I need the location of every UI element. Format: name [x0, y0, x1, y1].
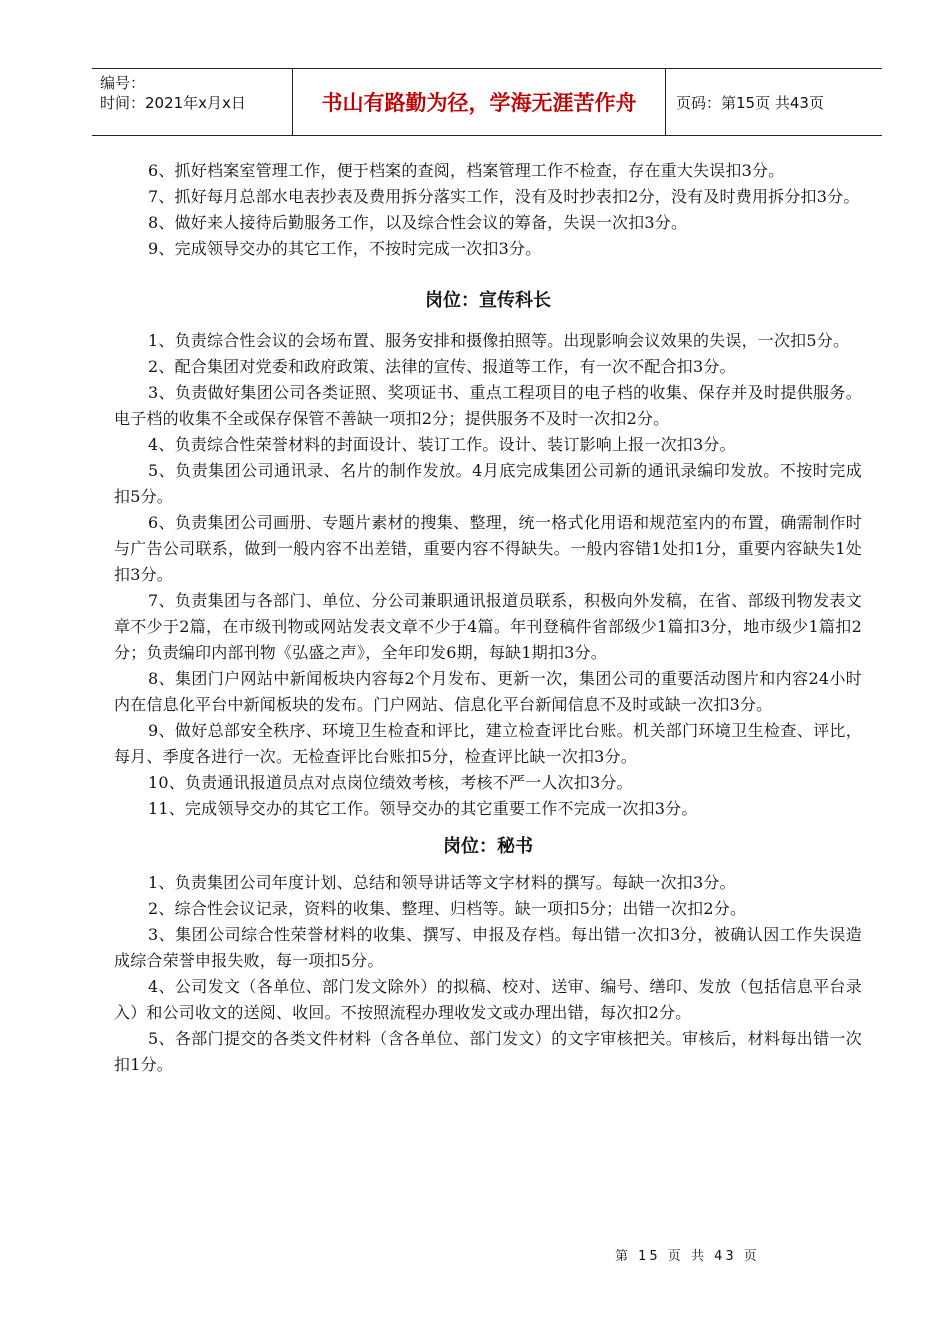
- list-item: 3、负责做好集团公司各类证照、奖项证书、重点工程项目的电子档的收集、保存并及时提供服务。电子档的收集不全或保存保管不善缺一项扣2分；提供服务不及时一次扣2分。: [114, 383, 862, 428]
- list-item: 9、做好总部安全秩序、环境卫生检查和评比，建立检查评比台账。机关部门环境卫生检查、评比，每月、季度各进行一次。无检查评比台账扣5分，检查评比缺一次扣3分。: [114, 721, 862, 766]
- document-body: [114, 158, 862, 1078]
- time-label: 时间：2021年x月x日: [100, 94, 246, 112]
- list-item: 8、做好来人接待后勤服务工作，以及综合性会议的筹备，失误一次扣3分。: [148, 213, 688, 232]
- list-item: 8、集团门户网站中新闻板块内容每2个月发布、更新一次，集团公司的重要活动图片和内容24小时内在信息化平台中新闻板块的发布。门户网站、信息化平台新闻信息不及时或缺一次扣3分。: [114, 669, 862, 714]
- list-item: 5、负责集团公司通讯录、名片的制作发放。4月底完成集团公司新的通讯录编印发放。不按时完成扣5分。: [114, 461, 862, 506]
- list-item: 9、完成领导交办的其它工作，不按时完成一次扣3分。: [148, 239, 542, 258]
- page-footer: 第 15 页 共 43 页: [615, 1249, 760, 1264]
- number-label: 编号：: [100, 74, 146, 92]
- list-item: 5、各部门提交的各类文件材料（含各单位、部门发文）的文字审核把关。审核后，材料每出错一次扣1分。: [114, 1029, 862, 1074]
- list-item: 3、集团公司综合性荣誉材料的收集、撰写、申报及存档。每出错一次扣3分，被确认因工作失误造成综合荣誉申报失败，每一项扣5分。: [114, 925, 862, 970]
- list-item: 4、公司发文（各单位、部门发文除外）的拟稿、校对、送审、编号、缮印、发放（包括信息平台录入）和公司收文的送阅、收回。不按照流程办理收发文或办理出错，每次扣2分。: [114, 977, 862, 1022]
- header-left-cell: [92, 69, 292, 135]
- list-item: 10、负责通讯报道员点对点岗位绩效考核，考核不严一人次扣3分。: [148, 773, 633, 792]
- list-item: 2、配合集团对党委和政府政策、法律的宣传、报道等工作，有一次不配合扣3分。: [148, 357, 736, 376]
- header-page-label: 页码：第15页 共43页: [676, 93, 824, 112]
- header-motto: 书山有路勤为径，学海无涯苦作舟: [292, 69, 666, 135]
- list-item: 1、负责集团公司年度计划、总结和领导讲话等文字材料的撰写。每缺一次扣3分。: [148, 873, 736, 892]
- section-title-secretary: 岗位：秘书: [443, 836, 533, 857]
- list-item: 11、完成领导交办的其它工作。领导交办的其它重要工作不完成一次扣3分。: [148, 799, 698, 818]
- list-item: 6、抓好档案室管理工作，便于档案的查阅，档案管理工作不检查，存在重大失误扣3分。: [148, 161, 785, 180]
- page-header: [92, 68, 882, 136]
- list-item: 4、负责综合性荣誉材料的封面设计、装订工作。设计、装订影响上报一次扣3分。: [148, 435, 736, 454]
- list-item: 6、负责集团公司画册、专题片素材的搜集、整理，统一格式化用语和规范室内的布置，确需制作时与广告公司联系，做到一般内容不出差错，重要内容不得缺失。一般内容错1处扣1分，重要内容缺失1处扣3分。: [114, 513, 862, 584]
- list-item: 7、负责集团与各部门、单位、分公司兼职通讯报道员联系，积极向外发稿，在省、部级刊物发表文章不少于2篇，在市级刊物或网站发表文章不少于4篇。年刊登稿件省部级少1篇扣3分，地市级少1篇扣2分；负责编印内部刊物《弘盛之声》，全年印发6期，每缺1期扣3分。: [114, 591, 862, 662]
- section-title-publicity-chief: 岗位：宣传科长: [425, 290, 551, 311]
- list-item: 7、抓好每月总部水电表抄表及费用拆分落实工作，没有及时抄表扣2分，没有及时费用拆分扣3分。: [148, 187, 860, 206]
- list-item: 1、负责综合性会议的会场布置、服务安排和摄像拍照等。出现影响会议效果的失误，一次扣5分。: [148, 331, 850, 350]
- list-item: 2、综合性会议记录，资料的收集、整理、归档等。缺一项扣5分；出错一次扣2分。: [148, 899, 747, 918]
